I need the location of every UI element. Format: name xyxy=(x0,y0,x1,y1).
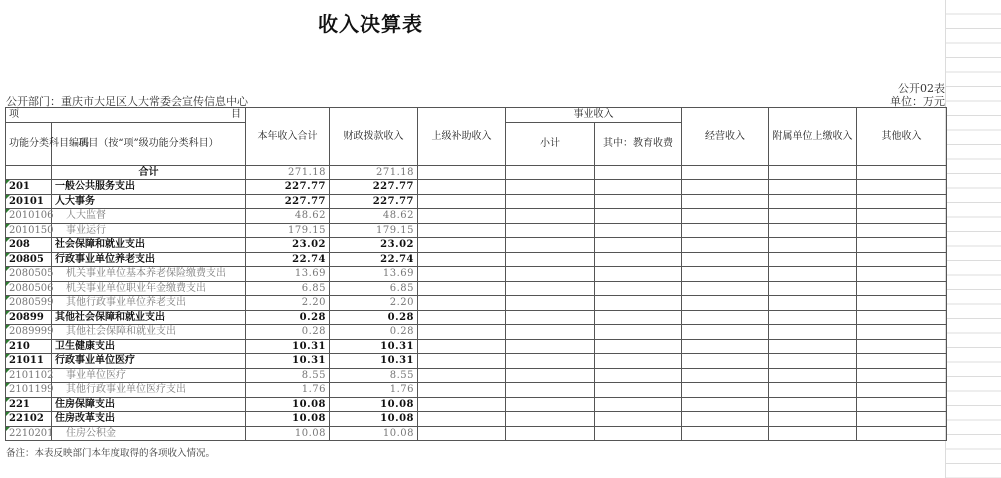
table-row xyxy=(6,339,947,354)
page-title: 收入决算表 xyxy=(318,12,423,36)
total-row xyxy=(6,165,947,180)
form-code: 公开02表 xyxy=(898,82,945,95)
empty-cell xyxy=(857,354,947,369)
table-row xyxy=(6,267,947,282)
empty-cell xyxy=(595,281,682,296)
empty-cell xyxy=(418,281,506,296)
row-fiscal-grant: 2.20 xyxy=(330,296,418,311)
empty-cell xyxy=(418,194,506,209)
empty-cell xyxy=(769,383,857,398)
empty-cell xyxy=(769,354,857,369)
row-name: 其他社会保障和就业支出 xyxy=(52,325,246,340)
row-fiscal-grant: 48.62 xyxy=(330,209,418,224)
spreadsheet-gridlines xyxy=(945,0,1001,478)
empty-cell xyxy=(682,252,769,267)
empty-cell xyxy=(857,310,947,325)
row-code: 208 xyxy=(6,238,52,253)
row-code: 221 xyxy=(6,397,52,412)
empty-cell xyxy=(769,267,857,282)
row-total-income: 23.02 xyxy=(246,238,330,253)
empty-cell xyxy=(506,238,595,253)
empty-cell xyxy=(857,368,947,383)
total-label: 合计 xyxy=(52,165,246,180)
empty-cell xyxy=(506,180,595,195)
row-total-income: 227.77 xyxy=(246,194,330,209)
empty-cell xyxy=(506,209,595,224)
unit-label: 单位：万元 xyxy=(890,95,945,108)
empty-cell xyxy=(418,296,506,311)
empty-cell xyxy=(857,223,947,238)
row-total-income: 48.62 xyxy=(246,209,330,224)
row-name: 事业单位医疗 xyxy=(52,368,246,383)
empty-cell xyxy=(418,383,506,398)
row-code: 22102 xyxy=(6,412,52,427)
empty-cell xyxy=(682,397,769,412)
empty-cell xyxy=(857,426,947,441)
row-fiscal-grant: 10.31 xyxy=(330,339,418,354)
row-name: 事业运行 xyxy=(52,223,246,238)
empty-cell xyxy=(506,281,595,296)
table-row xyxy=(6,252,947,267)
empty-cell xyxy=(595,426,682,441)
empty-cell xyxy=(418,397,506,412)
empty-cell xyxy=(595,397,682,412)
empty-cell xyxy=(595,339,682,354)
table-row xyxy=(6,412,947,427)
row-total-income: 0.28 xyxy=(246,310,330,325)
fiscal-grant-header: 财政拨款收入 xyxy=(330,108,418,166)
empty-cell xyxy=(769,223,857,238)
empty-cell xyxy=(769,310,857,325)
empty-cell xyxy=(857,397,947,412)
row-name: 其他行政事业单位养老支出 xyxy=(52,296,246,311)
row-total-income: 10.08 xyxy=(246,412,330,427)
empty-cell xyxy=(595,383,682,398)
table-note: 备注：本表反映部门本年度取得的各项收入情况。 xyxy=(6,448,216,459)
row-fiscal-grant: 227.77 xyxy=(330,180,418,195)
empty-cell xyxy=(769,281,857,296)
row-fiscal-grant: 179.15 xyxy=(330,223,418,238)
row-total-income: 2.20 xyxy=(246,296,330,311)
empty-cell xyxy=(418,223,506,238)
empty-cell xyxy=(769,368,857,383)
empty-cell xyxy=(595,209,682,224)
empty-cell xyxy=(418,252,506,267)
empty-cell xyxy=(682,281,769,296)
empty-cell xyxy=(769,325,857,340)
row-fiscal-grant: 0.28 xyxy=(330,310,418,325)
empty-cell xyxy=(857,267,947,282)
empty-cell xyxy=(857,296,947,311)
empty-cell xyxy=(506,310,595,325)
empty-cell xyxy=(595,180,682,195)
empty-cell xyxy=(682,368,769,383)
row-code: 20899 xyxy=(6,310,52,325)
operating-income-header: 经营收入 xyxy=(682,108,769,166)
row-name: 其他行政事业单位医疗支出 xyxy=(52,383,246,398)
empty-cell xyxy=(682,383,769,398)
table-row xyxy=(6,325,947,340)
row-code: 2080599 xyxy=(6,296,52,311)
item-header-right: 目 xyxy=(231,109,241,121)
row-code: 2210201 xyxy=(6,426,52,441)
row-fiscal-grant: 10.08 xyxy=(330,397,418,412)
empty-cell xyxy=(506,223,595,238)
row-fiscal-grant: 1.76 xyxy=(330,383,418,398)
empty-cell xyxy=(418,412,506,427)
row-total-income: 1.76 xyxy=(246,383,330,398)
row-total-income: 8.55 xyxy=(246,368,330,383)
affiliated-income-header: 附属单位上缴收入 xyxy=(769,108,857,166)
empty-cell xyxy=(769,296,857,311)
table-row xyxy=(6,180,947,195)
row-code: 20101 xyxy=(6,194,52,209)
item-header-cell xyxy=(6,108,246,123)
row-name: 其他社会保障和就业支出 xyxy=(52,310,246,325)
table-row xyxy=(6,383,947,398)
empty-cell xyxy=(857,281,947,296)
table-row xyxy=(6,368,947,383)
row-name: 机关事业单位职业年金缴费支出 xyxy=(52,281,246,296)
empty-cell xyxy=(418,238,506,253)
total-income-header: 本年收入合计 xyxy=(246,108,330,166)
table-row xyxy=(6,426,947,441)
empty-cell xyxy=(857,252,947,267)
empty-cell xyxy=(506,339,595,354)
empty-cell xyxy=(595,354,682,369)
row-fiscal-grant: 8.55 xyxy=(330,368,418,383)
row-fiscal-grant: 22.74 xyxy=(330,252,418,267)
table-row xyxy=(6,310,947,325)
row-code: 21011 xyxy=(6,354,52,369)
row-total-income: 6.85 xyxy=(246,281,330,296)
row-code: 2010150 xyxy=(6,223,52,238)
row-name: 行政事业单位养老支出 xyxy=(52,252,246,267)
empty-cell xyxy=(857,238,947,253)
empty-cell xyxy=(857,180,947,195)
empty-cell xyxy=(506,252,595,267)
empty-cell xyxy=(682,412,769,427)
department-label: 公开部门：重庆市大足区人大常委会宣传信息中心 xyxy=(6,95,248,108)
table-row xyxy=(6,397,947,412)
empty-cell xyxy=(418,180,506,195)
empty-cell xyxy=(418,325,506,340)
row-code: 2080505 xyxy=(6,267,52,282)
empty-cell xyxy=(682,194,769,209)
empty-cell xyxy=(506,426,595,441)
row-total-income: 22.74 xyxy=(246,252,330,267)
superior-subsidy-header: 上级补助收入 xyxy=(418,108,506,166)
row-code: 2101102 xyxy=(6,368,52,383)
row-fiscal-grant: 10.31 xyxy=(330,354,418,369)
empty-cell xyxy=(682,296,769,311)
empty-cell xyxy=(857,325,947,340)
table-row xyxy=(6,209,947,224)
empty-cell xyxy=(595,223,682,238)
empty-cell xyxy=(857,194,947,209)
empty-cell xyxy=(769,397,857,412)
empty-cell xyxy=(769,209,857,224)
empty-cell xyxy=(595,368,682,383)
income-table xyxy=(5,107,947,441)
row-fiscal-grant: 0.28 xyxy=(330,325,418,340)
empty-cell xyxy=(857,339,947,354)
empty-cell xyxy=(769,412,857,427)
empty-cell xyxy=(595,267,682,282)
empty-cell xyxy=(418,426,506,441)
item-header-left: 项 xyxy=(9,109,19,121)
row-name: 行政事业单位医疗 xyxy=(52,354,246,369)
total-fiscal-value: 271.18 xyxy=(330,165,418,180)
table-row xyxy=(6,281,947,296)
row-total-income: 179.15 xyxy=(246,223,330,238)
empty-cell xyxy=(418,209,506,224)
row-name: 住房公积金 xyxy=(52,426,246,441)
row-name: 住房保障支出 xyxy=(52,397,246,412)
row-total-income: 13.69 xyxy=(246,267,330,282)
empty-cell xyxy=(595,238,682,253)
row-name: 人大事务 xyxy=(52,194,246,209)
name-header: 项目（按“项”级功能分类科目） xyxy=(52,122,246,165)
row-total-income: 10.08 xyxy=(246,426,330,441)
row-total-income: 10.31 xyxy=(246,339,330,354)
empty-cell xyxy=(857,412,947,427)
row-code: 210 xyxy=(6,339,52,354)
table-row xyxy=(6,296,947,311)
empty-cell xyxy=(595,194,682,209)
empty-cell xyxy=(682,223,769,238)
row-code: 2089999 xyxy=(6,325,52,340)
row-fiscal-grant: 6.85 xyxy=(330,281,418,296)
row-code: 201 xyxy=(6,180,52,195)
empty-cell xyxy=(857,383,947,398)
empty-cell xyxy=(682,339,769,354)
empty-cell xyxy=(595,412,682,427)
empty-cell xyxy=(595,310,682,325)
empty-cell xyxy=(769,238,857,253)
empty-cell xyxy=(506,267,595,282)
empty-cell xyxy=(506,354,595,369)
row-total-income: 10.31 xyxy=(246,354,330,369)
table-row xyxy=(6,238,947,253)
subtotal-header: 小计 xyxy=(506,122,595,165)
empty-cell xyxy=(682,180,769,195)
row-fiscal-grant: 23.02 xyxy=(330,238,418,253)
row-fiscal-grant: 227.77 xyxy=(330,194,418,209)
row-code: 20805 xyxy=(6,252,52,267)
empty-cell xyxy=(418,368,506,383)
row-code: 2010106 xyxy=(6,209,52,224)
empty-cell xyxy=(769,180,857,195)
empty-cell xyxy=(418,267,506,282)
row-total-income: 0.28 xyxy=(246,325,330,340)
empty-cell xyxy=(506,194,595,209)
empty-cell xyxy=(769,339,857,354)
row-name: 住房改革支出 xyxy=(52,412,246,427)
empty-cell xyxy=(595,296,682,311)
total-income-value: 271.18 xyxy=(246,165,330,180)
empty-cell xyxy=(682,426,769,441)
empty-cell xyxy=(506,325,595,340)
empty-cell xyxy=(682,267,769,282)
empty-cell xyxy=(595,325,682,340)
empty-cell xyxy=(682,238,769,253)
row-total-income: 227.77 xyxy=(246,180,330,195)
empty-cell xyxy=(506,412,595,427)
business-income-header: 事业收入 xyxy=(506,108,682,123)
table-row xyxy=(6,194,947,209)
table-row xyxy=(6,223,947,238)
empty-cell xyxy=(769,194,857,209)
empty-cell xyxy=(769,426,857,441)
code-header: 功能分类科目编码 xyxy=(6,122,52,165)
row-name: 卫生健康支出 xyxy=(52,339,246,354)
empty-cell xyxy=(595,252,682,267)
row-fiscal-grant: 10.08 xyxy=(330,412,418,427)
row-name: 人大监督 xyxy=(52,209,246,224)
empty-cell xyxy=(682,354,769,369)
empty-cell xyxy=(418,339,506,354)
table-row xyxy=(6,354,947,369)
empty-cell xyxy=(506,397,595,412)
empty-cell xyxy=(418,354,506,369)
empty-cell xyxy=(506,296,595,311)
empty-cell xyxy=(506,368,595,383)
row-name: 机关事业单位基本养老保险缴费支出 xyxy=(52,267,246,282)
other-income-header: 其他收入 xyxy=(857,108,947,166)
row-name: 一般公共服务支出 xyxy=(52,180,246,195)
row-code: 2101199 xyxy=(6,383,52,398)
empty-cell xyxy=(769,252,857,267)
header-row-item xyxy=(6,108,947,123)
row-code: 2080506 xyxy=(6,281,52,296)
row-fiscal-grant: 13.69 xyxy=(330,267,418,282)
empty-cell xyxy=(418,310,506,325)
empty-cell xyxy=(857,209,947,224)
empty-cell xyxy=(506,383,595,398)
row-name: 社会保障和就业支出 xyxy=(52,238,246,253)
empty-cell xyxy=(682,325,769,340)
education-fee-header: 其中：教育收费 xyxy=(595,122,682,165)
row-fiscal-grant: 10.08 xyxy=(330,426,418,441)
row-total-income: 10.08 xyxy=(246,397,330,412)
empty-cell xyxy=(682,310,769,325)
empty-cell xyxy=(682,209,769,224)
